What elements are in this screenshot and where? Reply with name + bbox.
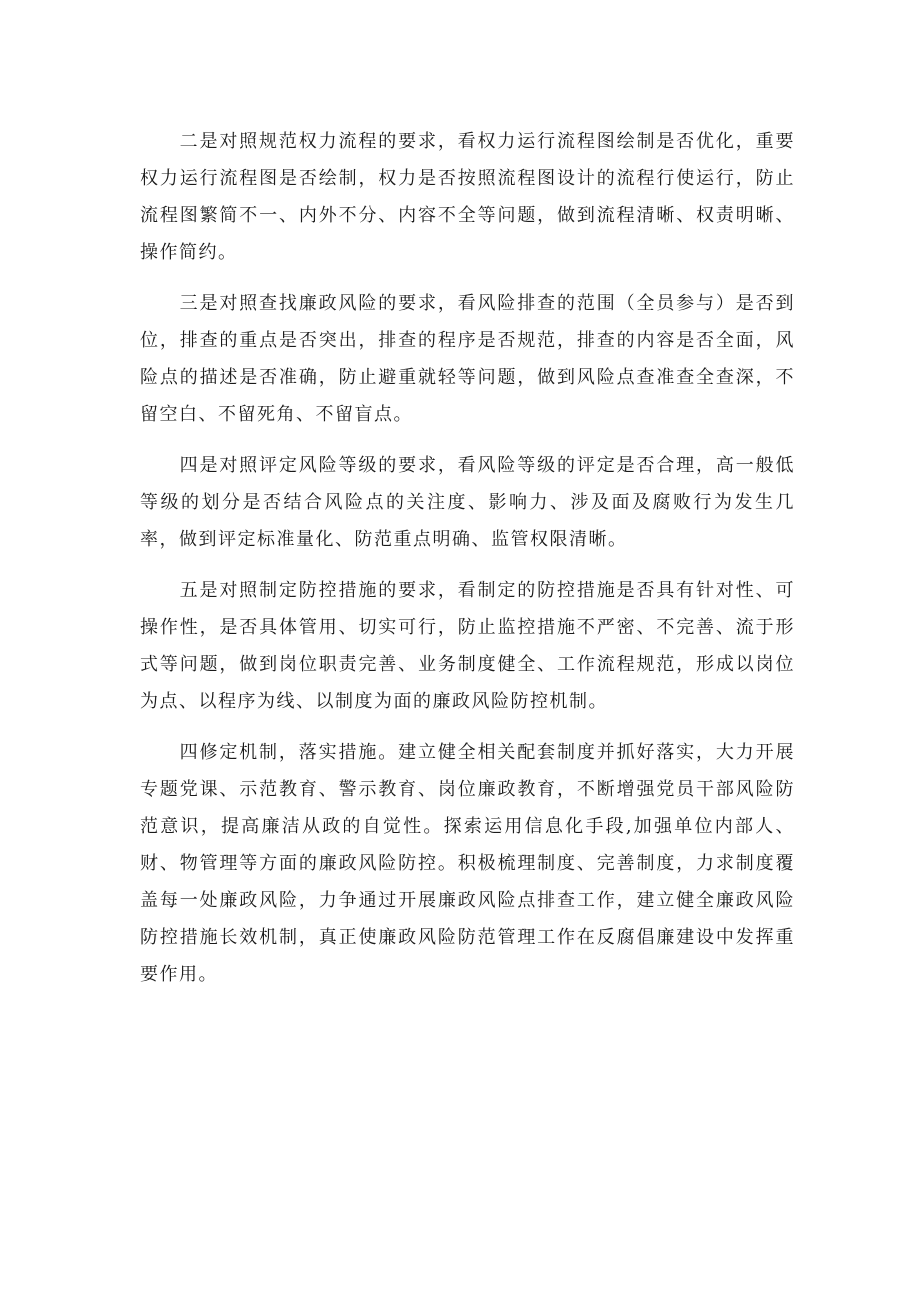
paragraph-control-measures: 五是对照制定防控措施的要求，看制定的防控措施是否具有针对性、可操作性，是否具体管用、切实可行，防止监控措施不严密、不完善、流于形式等问题，做到岗位职责完善、业务制度健全、工作流程规范，形成以岗位为点、以程序为线、以制度为面的廉政风险防控机制。 [140,580,795,712]
paragraph-risk-level: 四是对照评定风险等级的要求，看风险等级的评定是否合理，高一般低等级的划分是否结合风险点的关注度、影响力、涉及面及腐败行为发生几率，做到评定标准量化、防范重点明确、监管权限清晰。 [140,455,795,550]
document-body [140,123,795,1007]
paragraph-mechanism: 四修定机制，落实措施。建立健全相关配套制度并抓好落实，大力开展专题党课、示范教育、警示教育、岗位廉政教育，不断增强党员干部风险防范意识，提高廉洁从政的自觉性。探索运用信息化手段,加强单位内部人、财、物管理等方面的廉政风险防控。积极梳理制度、完善制度，力求制度覆盖每一处廉政风险，力争通过开展廉政风险点排查工作，建立健全廉政风险防控措施长效机制，真正使廉政风险防范管理工作在反腐倡廉建设中发挥重要作用。 [140,742,795,985]
paragraph-flow-requirements: 二是对照规范权力流程的要求，看权力运行流程图绘制是否优化，重要权力运行流程图是否绘制，权力是否按照流程图设计的流程行使运行，防止流程图繁简不一、内外不分、内容不全等问题，做到流程清晰、权责明晰、操作简约。 [140,131,795,263]
paragraph-risk-finding: 三是对照查找廉政风险的要求，看风险排查的范围（全员参与）是否到位，排查的重点是否突出，排查的程序是否规范，排查的内容是否全面，风险点的描述是否准确，防止避重就轻等问题，做到风险点查准查全查深，不留空白、不留死角、不留盲点。 [140,293,795,425]
